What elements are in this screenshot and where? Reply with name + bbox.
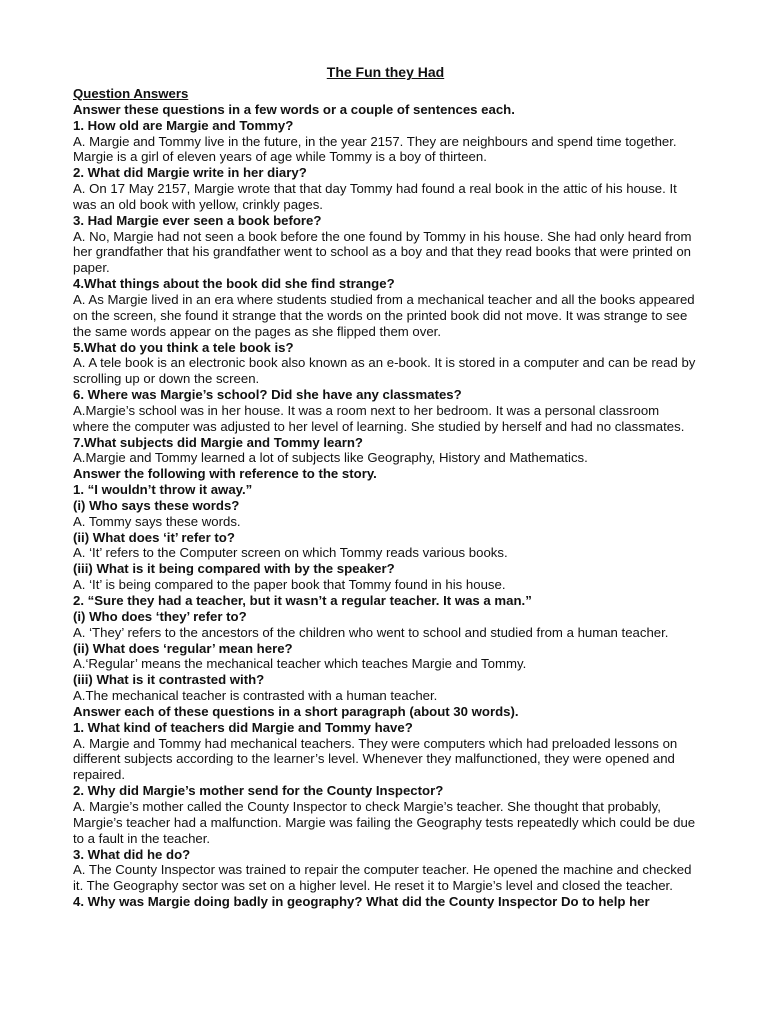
answer-text: A.Margie and Tommy learned a lot of subjects like Geography, History and Mathematics. (73, 450, 588, 466)
answer-text: A. On 17 May 2157, Margie wrote that that day Tommy had found a real book in the attic of his house. It was an old book with yellow, crinkly pages. (73, 181, 677, 212)
question-text: 4.What things about the book did she find strange? (73, 276, 395, 292)
answer-text: A.‘Regular’ means the mechanical teacher which teaches Margie and Tommy. (73, 656, 527, 672)
answer-text: A. As Margie lived in an era where students studied from a mechanical teacher and all the books appeared on the screen, she found it strange that the words on the printed book did not move. It was strange to see the same words appear on the pages as she flipped them over. (73, 291, 695, 339)
answer-text: A. ‘It’ refers to the Computer screen on which Tommy reads various books. (73, 545, 508, 561)
question-text: Answer each of these questions in a short paragraph (about 30 words). (73, 703, 519, 719)
answer-text: A. Margie and Tommy live in the future, in the year 2157. They are neighbours and spend time together. Margie is a girl of eleven years of age while Tommy is a boy of thirteen. (73, 133, 677, 165)
question-text: 1. How old are Margie and Tommy? (73, 117, 294, 133)
question-text: 5.What do you think a tele book is? (73, 339, 294, 355)
question-text: (i) Who says these words? (73, 497, 240, 513)
answer-text: A. A tele book is an electronic book also known as an e-book. It is stored in a computer and can be read by scrolling up or down the screen. (73, 355, 696, 387)
question-text: 6. Where was Margie’s school? Did she have any classmates? (73, 387, 462, 403)
question-text: (ii) What does ‘regular’ mean here? (73, 640, 293, 656)
question-text: 3. What did he do? (73, 846, 191, 862)
section-heading: Question Answers (73, 86, 189, 101)
question-text: 2. What did Margie write in her diary? (73, 165, 307, 181)
answer-text: A.The mechanical teacher is contrasted with a human teacher. (73, 688, 438, 704)
answer-text: A. Margie’s mother called the County Inspector to check Margie’s teacher. She thought that probably, Margie’s teacher had a malfunction. Margie was failing the Geography tests repeatedly which could be due to a fault in the teacher. (73, 798, 696, 846)
question-text: (i) Who does ‘they’ refer to? (73, 608, 247, 624)
question-text: (iii) What is it being compared with by the speaker? (73, 561, 395, 577)
document-body (73, 86, 698, 910)
question-text: 4. Why was Margie doing badly in geography? What did the County Inspector Do to help her (73, 894, 650, 910)
answer-text: A. Tommy says these words. (73, 513, 241, 529)
question-text: 7.What subjects did Margie and Tommy learn? (73, 434, 363, 450)
answer-text: A. No, Margie had not seen a book before the one found by Tommy in his house. She had only heard from her grandfather that his grandfather went to school as a boy and that they read books that were printed on paper. (73, 228, 692, 276)
question-text: 2. “Sure they had a teacher, but it wasn’t a regular teacher. It was a man.” (73, 593, 532, 608)
question-text: (ii) What does ‘it’ refer to? (73, 529, 235, 545)
answer-text: A. The County Inspector was trained to repair the computer teacher. He opened the machine and checked it. The Geography sector was set on a higher level. He reset it to Margie’s level and closed the teacher. (73, 862, 692, 894)
answer-text: A. ‘They’ refers to the ancestors of the children who went to school and studied from a human teacher. (73, 624, 669, 640)
question-text: 3. Had Margie ever seen a book before? (73, 212, 322, 228)
question-text: 1. “I wouldn’t throw it away.” (73, 482, 253, 498)
question-text: Answer these questions in a few words or a couple of sentences each. (73, 101, 515, 117)
question-text: 1. What kind of teachers did Margie and Tommy have? (73, 719, 413, 735)
answer-text: A. ‘It’ is being compared to the paper book that Tommy found in his house. (73, 577, 506, 593)
document-title: The Fun they Had (326, 64, 445, 80)
answer-text: A.Margie’s school was in her house. It was a room next to her bedroom. It was a personal classroom where the computer was adjusted to her level of learning. She studied by herself and had no classmates. (73, 402, 685, 434)
question-text: Answer the following with reference to the story. (73, 466, 377, 482)
question-text: (iii) What is it contrasted with? (73, 672, 265, 688)
answer-text: A. Margie and Tommy had mechanical teachers. They were computers which had preloaded lessons on different subjects according to the learner’s level. Whenever they malfunctioned, they were opened and repaired. (73, 735, 678, 783)
document-page (73, 64, 698, 910)
question-text: 2. Why did Margie’s mother send for the County Inspector? (73, 783, 444, 799)
